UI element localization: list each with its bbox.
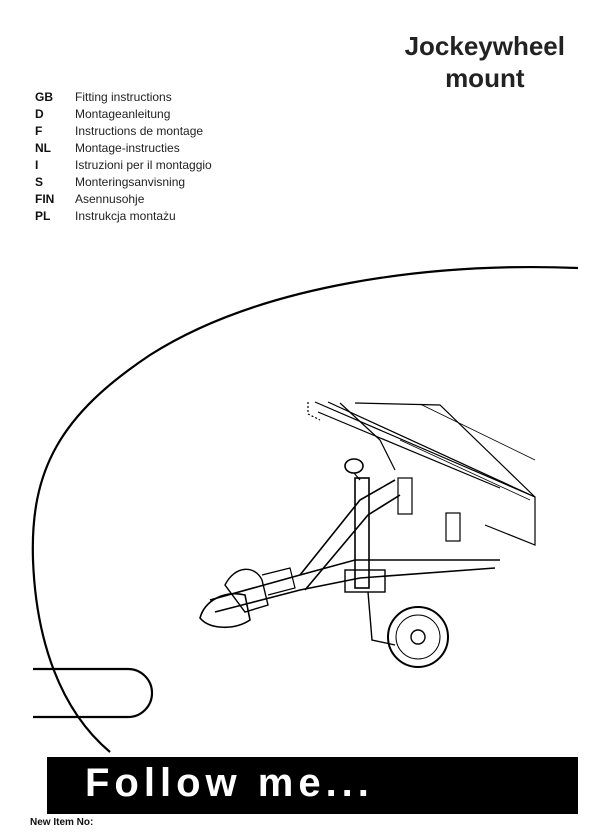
cover-arc	[33, 267, 578, 752]
language-code: GB	[35, 89, 53, 104]
language-text: Montageanleitung	[75, 106, 171, 121]
language-code: NL	[35, 140, 51, 155]
language-code: I	[35, 157, 39, 172]
language-code: PL	[35, 208, 51, 223]
language-text: Fitting instructions	[75, 89, 172, 104]
language-code: D	[35, 106, 44, 121]
language-code: S	[35, 174, 44, 189]
banner-text: Follow me...	[85, 761, 374, 805]
new-item-number-label: New Item No:	[30, 817, 94, 828]
trailer-illustration	[200, 402, 535, 667]
language-text: Istruzioni per il montaggio	[75, 157, 212, 172]
language-code: F	[35, 123, 43, 138]
language-text: Monteringsanvisning	[75, 174, 186, 189]
cover-tab	[33, 669, 152, 717]
language-code: FIN	[35, 191, 55, 206]
language-text: Asennusohje	[75, 191, 145, 206]
title-line-2: mount	[445, 63, 525, 93]
follow-me-banner	[47, 757, 578, 814]
language-text: Instrukcja montażu	[75, 208, 176, 223]
language-text: Instructions de montage	[75, 123, 204, 138]
language-text: Montage-instructies	[75, 140, 180, 155]
title-line-1: Jockeywheel	[404, 31, 565, 61]
